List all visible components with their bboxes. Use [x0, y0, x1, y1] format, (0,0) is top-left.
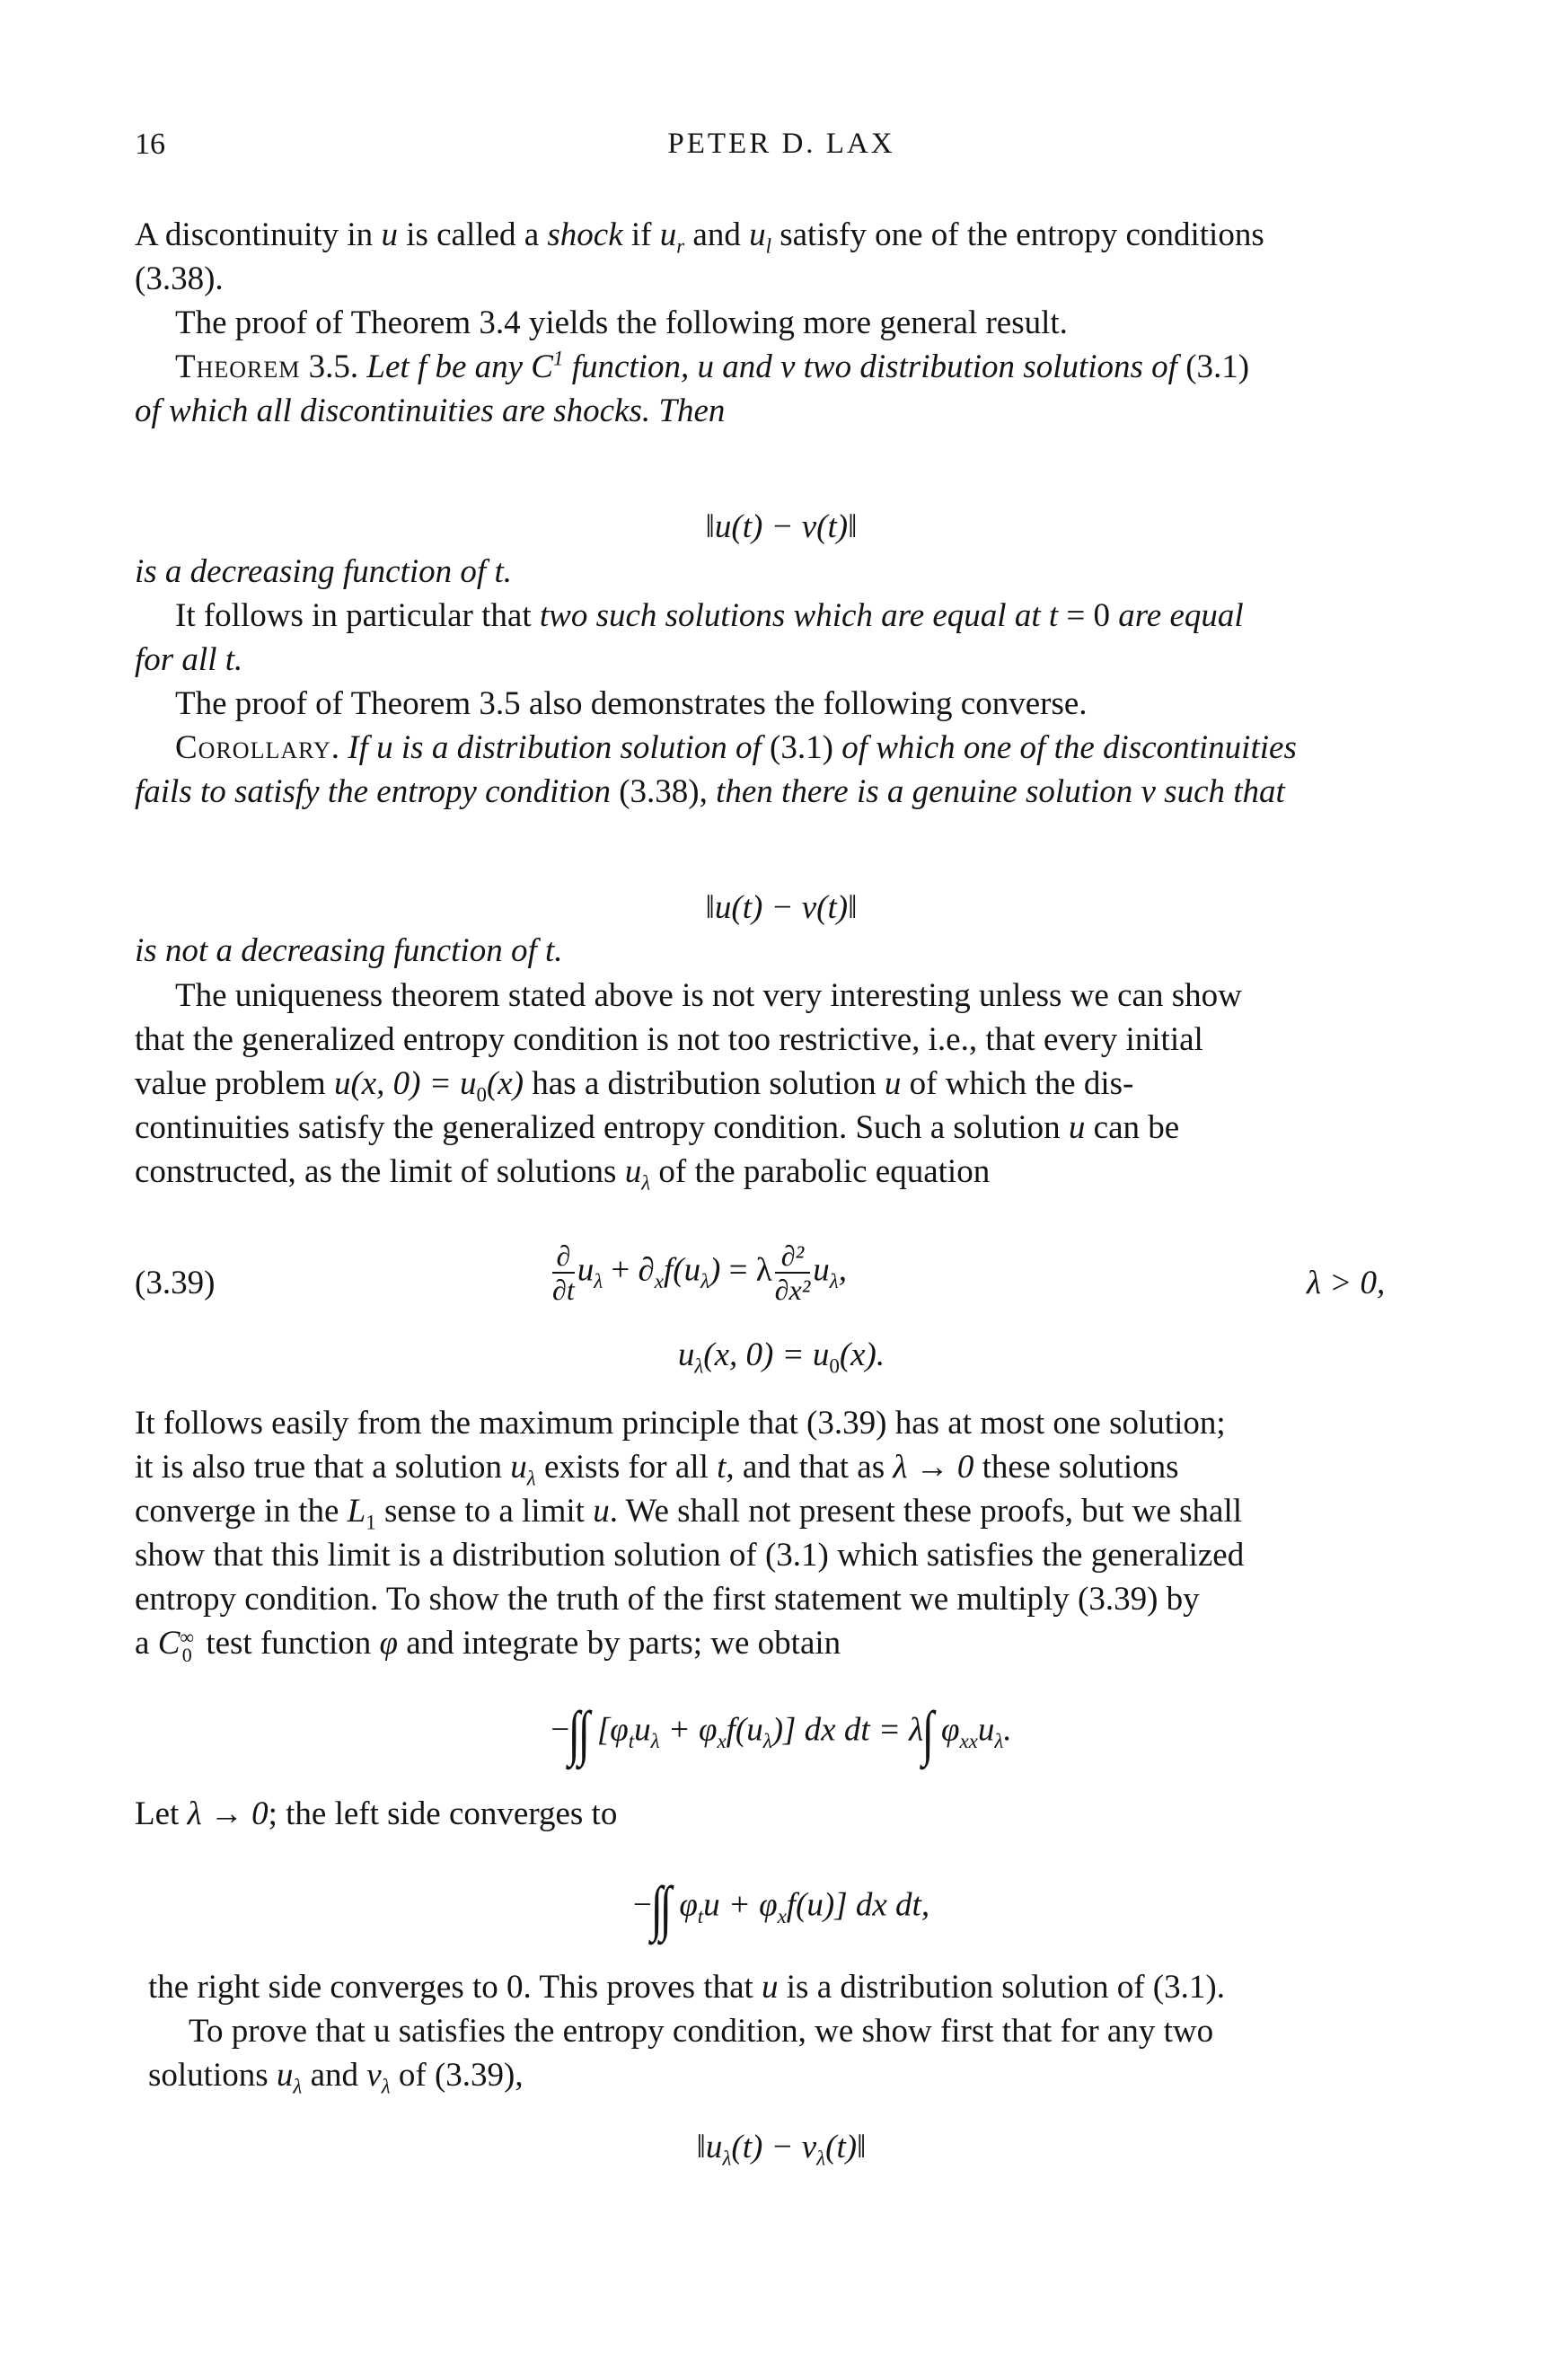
text-line-3: The proof of Theorem 3.4 yields the following more general result. — [175, 304, 1068, 341]
text-line-13: The uniqueness theorem stated above is not very interesting unless we can show — [175, 977, 1242, 1014]
partial-t-fraction: $\frac{\partial}{\partial t}$ — [552, 1239, 575, 1306]
theorem-3-5-body: of which all discontinuities are shocks. Then — [135, 392, 726, 429]
text-line-18: It follows easily from the maximum principle that (3.39) has at most one solution; — [135, 1405, 1226, 1442]
theorem-3-5-conclusion: is a decreasing function of t. — [135, 553, 512, 590]
integral-sign: ∫ — [660, 1874, 673, 1942]
second-derivative-fraction: $\frac{\text{∂²}}{\text{∂x²}}$ — [774, 1239, 811, 1306]
text-line-25: the right side converges to 0. This proves that u is a distribution solution of (3.1). — [148, 1969, 1225, 2006]
initial-condition: $u_\lambda(x$, $0) = u_0(x)$. — [677, 1336, 885, 1378]
text-line-1: A discontinuity in u is called a shock if $u_r$ and $u_l$ satisfy one of the entropy conditions — [135, 216, 1264, 258]
integral-sign: ∫ — [568, 1698, 581, 1767]
text-line-14: that the generalized entropy condition is not too restrictive, i.e., that every initial — [135, 1021, 1203, 1058]
text-line-24: Let λ → 0; the left side converges to — [135, 1795, 618, 1832]
page-header — [135, 128, 1428, 172]
lambda-condition: λ > 0, — [1307, 1265, 1386, 1301]
corollary-heading: Corollary. If u is a distribution solution of (3.1) of which one of the discontinuities — [175, 729, 1297, 766]
text-line-23: a C ∞ 0 test function φ and integrate by parts; we obtain — [135, 1625, 841, 1666]
integral-sign: ∫ — [921, 1698, 935, 1767]
page-number: 16 — [135, 128, 165, 161]
text-line-19: it is also true that a solution $u_\lambda$ exists for all t, and that as λ → 0 these solutions — [135, 1449, 1179, 1490]
integral-equation-2: −∫∫ $\varphi_tu + \varphi_xf(u)$] dx dt, — [632, 1874, 930, 1942]
text-line-2: (3.38). — [135, 260, 224, 297]
integral-sign: ∫ — [650, 1874, 663, 1942]
text-line-21: show that this limit is a distribution solution of (3.1) which satisfies the generalized — [135, 1537, 1245, 1574]
text-line-16: continuities satisfy the generalized entropy condition. Such a solution u can be — [135, 1109, 1180, 1146]
running-title: PETER D. LAX — [667, 128, 895, 160]
integral-equation-1: −∫∫ $[\varphi_tu_\lambda + \varphi_xf(u_\lambda)]$ dx dt = λ∫ $\varphi_{xx}u_\lambda$. — [551, 1698, 1012, 1767]
corollary-conclusion: is not a decreasing function of t. — [135, 932, 563, 969]
norm-equation-1: ‖u(t) − v(t)‖ — [705, 508, 858, 545]
corollary-body: fails to satisfy the entropy condition (3.38), then there is a genuine solution v such that — [135, 773, 1285, 810]
text-line-8: for all t. — [135, 641, 243, 678]
norm-equation-3: $‖u_\lambda(t)$ − $v_\lambda(t)‖$ — [696, 2129, 867, 2170]
text-line-20: converge in the $L_1$ sense to a limit u. We shall not present these proofs, but we shall — [135, 1493, 1243, 1534]
text-line-17: constructed, as the limit of solutions $u_\lambda$ of the parabolic equation — [135, 1153, 991, 1195]
theorem-3-5-heading: Theorem 3.5. Let f be any $C^1$ function, u and v two distribution solutions of (3.1) — [175, 347, 1250, 385]
text-line-15: value problem u(x, $0) = u_0(x)$ has a distribution solution u of which the dis- — [135, 1065, 1134, 1107]
equation-3-39: $\frac{\partial}{\partial t}$ $u_\lambda + \partial_xf(u_\lambda) = \lambda$ $\frac{\text{∂²}}{\text{∂x²}}$ $u_\lambda$, — [552, 1239, 847, 1306]
text-line-26: To prove that u satisfies the entropy condition, we show first that for any two — [189, 2013, 1214, 2050]
norm-equation-2: ‖u(t) − v(t)‖ — [705, 889, 858, 926]
text-line-22: entropy condition. To show the truth of the first statement we multiply (3.39) by — [135, 1581, 1200, 1618]
text-line-7: It follows in particular that two such solutions which are equal at t = 0 are equal — [175, 597, 1244, 634]
text-line-9: The proof of Theorem 3.5 also demonstrates the following converse. — [175, 685, 1088, 722]
equation-label-3-39: (3.39) — [135, 1265, 216, 1301]
integral-sign: ∫ — [577, 1698, 590, 1767]
text-line-27: solutions $u_\lambda$ and $v_\lambda$ of (3.39), — [148, 2057, 524, 2098]
